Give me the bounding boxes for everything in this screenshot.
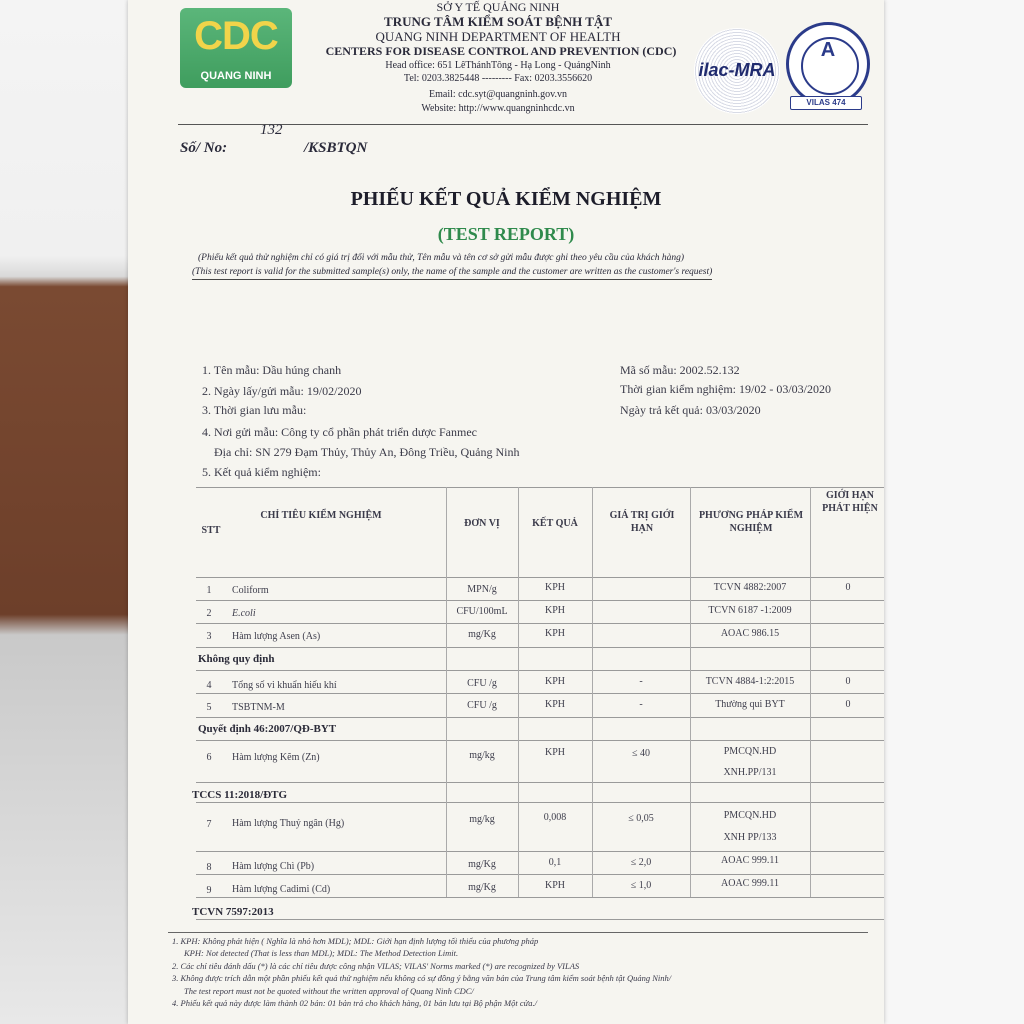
row-6-method: PMCQN.HD xyxy=(723,746,777,757)
test-period: Thời gian kiểm nghiệm: 19/02 - 03/03/2020 xyxy=(620,382,831,396)
header-method: PHƯƠNG PHÁP KIỂM NGHIỆM xyxy=(698,510,804,534)
row-9-unit: mg/Kg xyxy=(468,882,496,893)
row-1-method: TCVN 4882:2007 xyxy=(713,582,787,593)
row-5-criteria: TSBTNM-M xyxy=(232,702,285,713)
footnote-1-en: KPH: Not detected (That is less than MDL); MDL: The Method Detection Limit. xyxy=(184,948,459,958)
row-4-lod: 0 xyxy=(845,676,851,687)
ilac-mra-seal xyxy=(694,28,780,114)
background-left xyxy=(0,0,128,1024)
row-2-criteria: E.coli xyxy=(232,608,256,619)
row-1-stt: 1 xyxy=(206,585,212,596)
row-4-limit: - xyxy=(639,676,643,687)
row-6-unit: mg/kg xyxy=(469,750,495,761)
page-subtitle: (TEST REPORT) xyxy=(437,224,575,244)
boa-accreditation-seal xyxy=(786,22,870,106)
row-3-unit: mg/Kg xyxy=(468,629,496,640)
row-7-limit: ≤ 0,05 xyxy=(628,813,654,824)
header-dept: SỞ Y TẾ QUẢNG NINH xyxy=(436,0,560,14)
validity-note-en: (This test report is valid for the submitted sample(s) only, the name of the sample and the customer are written as the customer's request) xyxy=(192,267,712,280)
footnote-2: 2. Các chỉ tiêu đánh dấu (*) là các chỉ tiêu được công nhận VILAS; VILAS' Norms marked (*) are recognized by VILAS xyxy=(172,961,580,971)
row-6-limit: ≤ 40 xyxy=(632,748,650,759)
row-9-criteria: Hàm lượng Cadimi (Cd) xyxy=(232,884,331,895)
row-8-limit: ≤ 2,0 xyxy=(630,857,652,868)
validity-note-vn: (Phiếu kết quả thử nghiệm chỉ có giá trị đối với mẫu thử, Tên mẫu và tên cơ sở gửi mẫu được ghi theo yêu cầu của khách hàng) xyxy=(198,253,685,263)
header-limit: GIÁ TRỊ GIỚI HẠN xyxy=(609,510,675,534)
row-3-result: KPH xyxy=(544,628,565,639)
header-website: Website: http://www.quangninhcdc.vn xyxy=(421,103,575,114)
sender: 4. Nơi gửi mẫu: Công ty cổ phần phát triển dược Fanmec xyxy=(202,425,477,439)
row-9-stt: 9 xyxy=(206,885,212,896)
row-1-criteria: Coliform xyxy=(232,585,269,596)
header-lod: GIỚI HẠN PHÁT HIỆN xyxy=(822,490,878,514)
test-report-document xyxy=(128,0,884,1024)
row-7-method-code: XNH PP/133 xyxy=(723,832,777,843)
row-4-stt: 4 xyxy=(206,680,212,691)
sample-date: 2. Ngày lấy/gửi mẫu: 19/02/2020 xyxy=(202,384,362,398)
row-5-lod: 0 xyxy=(845,699,851,710)
row-9-method: AOAC 999.11 xyxy=(721,878,779,889)
header-stt: STT xyxy=(201,525,221,536)
row-9-limit: ≤ 1,0 xyxy=(630,880,652,891)
ilac-text: ilac-MRA xyxy=(698,60,776,80)
row-7-method: PMCQN.HD xyxy=(723,810,777,821)
table-line xyxy=(196,802,884,803)
results-table xyxy=(192,487,884,927)
row-3-stt: 3 xyxy=(206,631,212,642)
row-1-lod: 0 xyxy=(845,582,851,593)
row-1-unit: MPN/g xyxy=(467,584,497,595)
section-heading: TCCS 11:2018/ĐTG xyxy=(192,789,288,801)
section-heading: TCVN 7597:2013 xyxy=(192,906,274,918)
report-number-suffix: /KSBTQN xyxy=(304,140,368,156)
page-title: PHIẾU KẾT QUẢ KIỂM NGHIỆM xyxy=(350,188,662,210)
table-col-line xyxy=(518,487,519,897)
logo-main-text: CDC xyxy=(194,14,278,58)
row-8-method: AOAC 999.11 xyxy=(721,855,779,866)
table-line xyxy=(196,919,884,920)
table-col-line xyxy=(446,487,447,897)
row-5-method: Thường qui BYT xyxy=(715,699,785,710)
row-1-result: KPH xyxy=(544,582,565,593)
results-heading: 5. Kết quả kiểm nghiệm: xyxy=(202,465,321,479)
table-line xyxy=(196,851,884,852)
row-4-result: KPH xyxy=(544,676,565,687)
row-5-limit: - xyxy=(639,699,643,710)
header-center-vn: TRUNG TÂM KIỂM SOÁT BỆNH TẬT xyxy=(384,14,612,29)
row-4-method: TCVN 4884-1:2:2015 xyxy=(705,676,795,687)
row-2-method: TCVN 6187 -1:2009 xyxy=(708,605,792,616)
row-8-unit: mg/Kg xyxy=(468,859,496,870)
row-6-method-code: XNH.PP/131 xyxy=(723,767,777,778)
sample-code: Mã số mẫu: 2002.52.132 xyxy=(620,363,740,377)
footnote-3-en: The test report must not be quoted without the written approval of Quang Ninh CDC/ xyxy=(184,986,474,996)
table-line xyxy=(196,693,884,694)
row-6-result: KPH xyxy=(544,747,565,758)
row-5-result: KPH xyxy=(544,699,565,710)
footnote-4: 4. Phiếu kết quả này được làm thành 02 bản: 01 bản trả cho khách hàng, 01 bản lưu tại Bộ phận Một cửa./ xyxy=(172,998,538,1008)
table-line xyxy=(196,487,884,488)
row-6-stt: 6 xyxy=(206,752,212,763)
header-unit: ĐƠN VỊ xyxy=(464,518,500,529)
table-line xyxy=(196,740,884,741)
row-7-criteria: Hàm lượng Thuỷ ngân (Hg) xyxy=(232,818,345,829)
vilas-badge: VILAS 474 xyxy=(790,96,862,110)
section-heading: Không quy định xyxy=(198,653,275,665)
table-line xyxy=(196,874,884,875)
report-number-label: Số/ No: xyxy=(180,140,228,156)
row-5-unit: CFU /g xyxy=(467,700,497,711)
row-2-unit: CFU/100mL xyxy=(456,606,508,617)
header-phone: Tel: 0203.3825448 --------- Fax: 0203.3556620 xyxy=(403,73,593,84)
table-line xyxy=(196,897,884,898)
row-7-result: 0,008 xyxy=(543,812,567,823)
row-6-criteria: Hàm lượng Kẽm (Zn) xyxy=(232,752,320,763)
logo-sub-text: QUANG NINH xyxy=(200,70,272,82)
row-2-stt: 2 xyxy=(206,608,212,619)
sender-address: Địa chỉ: SN 279 Đạm Thủy, Thủy An, Đông Triều, Quảng Ninh xyxy=(214,445,520,459)
header-address: Head office: 651 LêThánhTông - Hạ Long - QuảngNinh xyxy=(385,60,611,71)
row-3-criteria: Hàm lượng Asen (As) xyxy=(232,631,321,642)
row-7-stt: 7 xyxy=(206,819,212,830)
table-col-line xyxy=(810,487,811,897)
table-col-line xyxy=(592,487,593,897)
table-line xyxy=(196,623,884,624)
background-right xyxy=(884,0,1024,1024)
table-line xyxy=(196,782,884,783)
table-line xyxy=(196,577,884,578)
row-5-stt: 5 xyxy=(206,702,212,713)
sample-name: 1. Tên mẫu: Dầu húng chanh xyxy=(202,363,342,377)
cdc-logo xyxy=(180,8,292,88)
table-line xyxy=(196,647,884,648)
row-8-stt: 8 xyxy=(206,862,212,873)
header-center-en: CENTERS FOR DISEASE CONTROL AND PREVENTION (CDC) xyxy=(325,44,677,58)
row-4-unit: CFU /g xyxy=(467,678,497,689)
row-2-result: KPH xyxy=(544,605,565,616)
header-criteria: CHỈ TIÊU KIỂM NGHIỆM xyxy=(260,510,382,521)
row-8-result: 0,1 xyxy=(548,857,562,868)
footnote-3: 3. Không được trích dẫn một phần phiếu kết quả thử nghiệm nếu không có sự đồng ý bằng văn bản của Trung tâm kiểm soát bệnh tật Quảng Ninh/ xyxy=(172,973,672,983)
row-3-method: AOAC 986.15 xyxy=(720,628,780,639)
table-line xyxy=(196,600,884,601)
row-8-criteria: Hàm lượng Chì (Pb) xyxy=(232,861,315,872)
header-dept-en: QUANG NINH DEPARTMENT OF HEALTH xyxy=(375,29,621,44)
footnote-divider xyxy=(168,932,868,933)
section-heading: Quyết định 46:2007/QĐ-BYT xyxy=(198,723,337,735)
row-4-criteria: Tổng số vi khuẩn hiếu khí xyxy=(232,680,337,691)
header-email: Email: cdc.syt@quangninh.gov.vn xyxy=(429,89,567,100)
row-9-result: KPH xyxy=(544,880,565,891)
return-date: Ngày trả kết quả: 03/03/2020 xyxy=(620,403,761,417)
report-number: 132 xyxy=(260,122,283,138)
row-7-unit: mg/kg xyxy=(469,814,495,825)
header-result: KẾT QUẢ xyxy=(532,518,578,529)
table-line xyxy=(196,717,884,718)
boa-letter: A xyxy=(820,39,836,61)
footnote-1: 1. KPH: Không phát hiện ( Nghĩa là nhỏ hơn MDL); MDL: Giới hạn định lượng tối thiểu của phương pháp xyxy=(172,936,539,946)
table-line xyxy=(196,670,884,671)
storage-time: 3. Thời gian lưu mẫu: xyxy=(202,403,307,417)
